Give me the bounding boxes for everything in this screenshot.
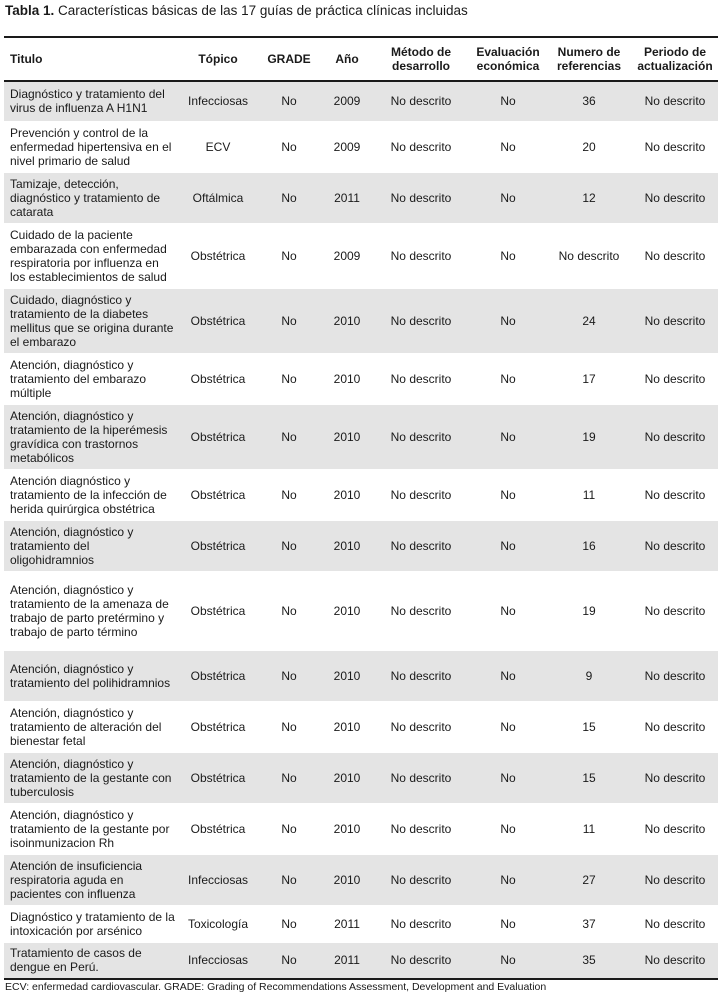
table-row bbox=[4, 353, 718, 404]
cell-metodo: No descrito bbox=[372, 905, 470, 942]
table-row bbox=[4, 121, 718, 172]
cell-periodo: No descrito bbox=[632, 650, 718, 701]
cell-topico: Obstétrica bbox=[180, 353, 256, 404]
cell-anio: 2010 bbox=[322, 650, 372, 701]
cell-titulo: Atención, diagnóstico y tratamiento del embarazo múltiple bbox=[4, 353, 180, 404]
cell-topico: Obstétrica bbox=[180, 223, 256, 288]
cell-grade: No bbox=[256, 172, 322, 223]
cell-grade: No bbox=[256, 701, 322, 752]
cell-periodo: No descrito bbox=[632, 223, 718, 288]
header-referencias: Numero de referencias bbox=[546, 37, 632, 81]
header-periodo: Periodo de actualización bbox=[632, 37, 718, 81]
table-row bbox=[4, 223, 718, 288]
cell-metodo: No descrito bbox=[372, 81, 470, 121]
cell-periodo: No descrito bbox=[632, 353, 718, 404]
cell-titulo: Tamizaje, detección, diagnóstico y tratamiento de catarata bbox=[4, 172, 180, 223]
cell-grade: No bbox=[256, 650, 322, 701]
cell-topico: Obstétrica bbox=[180, 520, 256, 571]
cell-anio: 2010 bbox=[322, 752, 372, 803]
cell-grade: No bbox=[256, 520, 322, 571]
cell-metodo: No descrito bbox=[372, 469, 470, 520]
table-row bbox=[4, 404, 718, 469]
table-row bbox=[4, 701, 718, 752]
cell-evaluacion: No bbox=[470, 288, 546, 353]
cell-periodo: No descrito bbox=[632, 905, 718, 942]
cell-periodo: No descrito bbox=[632, 404, 718, 469]
cell-periodo: No descrito bbox=[632, 942, 718, 979]
cell-grade: No bbox=[256, 469, 322, 520]
cell-periodo: No descrito bbox=[632, 854, 718, 905]
table-body bbox=[4, 81, 718, 979]
cell-anio: 2010 bbox=[322, 520, 372, 571]
cell-referencias: 11 bbox=[546, 803, 632, 854]
cell-topico: Obstétrica bbox=[180, 701, 256, 752]
cell-titulo: Atención, diagnóstico y tratamiento del oligohidramnios bbox=[4, 520, 180, 571]
cell-topico: Infecciosas bbox=[180, 81, 256, 121]
table-row bbox=[4, 288, 718, 353]
cell-anio: 2009 bbox=[322, 81, 372, 121]
cell-metodo: No descrito bbox=[372, 353, 470, 404]
cell-grade: No bbox=[256, 571, 322, 650]
cell-referencias: 17 bbox=[546, 353, 632, 404]
cell-metodo: No descrito bbox=[372, 803, 470, 854]
cell-referencias: 36 bbox=[546, 81, 632, 121]
cell-titulo: Atención de insuficiencia respiratoria aguda en pacientes con influenza bbox=[4, 854, 180, 905]
cell-topico: Oftálmica bbox=[180, 172, 256, 223]
cell-titulo: Atención diagnóstico y tratamiento de la infección de herida quirúrgica obstétrica bbox=[4, 469, 180, 520]
cell-grade: No bbox=[256, 803, 322, 854]
cell-grade: No bbox=[256, 905, 322, 942]
cell-evaluacion: No bbox=[470, 172, 546, 223]
cell-referencias: 11 bbox=[546, 469, 632, 520]
table-row bbox=[4, 942, 718, 979]
cell-evaluacion: No bbox=[470, 854, 546, 905]
cell-evaluacion: No bbox=[470, 803, 546, 854]
cell-topico: Obstétrica bbox=[180, 571, 256, 650]
cell-anio: 2010 bbox=[322, 854, 372, 905]
cell-anio: 2010 bbox=[322, 701, 372, 752]
cell-grade: No bbox=[256, 353, 322, 404]
cell-periodo: No descrito bbox=[632, 121, 718, 172]
cell-grade: No bbox=[256, 121, 322, 172]
guidelines-table bbox=[4, 36, 718, 980]
cell-topico: Toxicología bbox=[180, 905, 256, 942]
cell-periodo: No descrito bbox=[632, 520, 718, 571]
cell-metodo: No descrito bbox=[372, 223, 470, 288]
cell-topico: Obstétrica bbox=[180, 803, 256, 854]
cell-topico: Obstétrica bbox=[180, 469, 256, 520]
header-topico: Tópico bbox=[180, 37, 256, 81]
cell-referencias: 27 bbox=[546, 854, 632, 905]
table-row bbox=[4, 81, 718, 121]
table-row bbox=[4, 752, 718, 803]
cell-metodo: No descrito bbox=[372, 520, 470, 571]
cell-metodo: No descrito bbox=[372, 571, 470, 650]
cell-topico: Obstétrica bbox=[180, 404, 256, 469]
cell-evaluacion: No bbox=[470, 942, 546, 979]
cell-titulo: Cuidado, diagnóstico y tratamiento de la diabetes mellitus que se origina durante el embarazo bbox=[4, 288, 180, 353]
cell-evaluacion: No bbox=[470, 905, 546, 942]
cell-evaluacion: No bbox=[470, 353, 546, 404]
cell-titulo: Atención, diagnóstico y tratamiento de la amenaza de trabajo de parto pretérmino y trabajo de parto término bbox=[4, 571, 180, 650]
cell-grade: No bbox=[256, 854, 322, 905]
cell-metodo: No descrito bbox=[372, 752, 470, 803]
cell-anio: 2011 bbox=[322, 942, 372, 979]
cell-evaluacion: No bbox=[470, 520, 546, 571]
cell-periodo: No descrito bbox=[632, 81, 718, 121]
cell-evaluacion: No bbox=[470, 752, 546, 803]
table-row bbox=[4, 905, 718, 942]
cell-referencias: 20 bbox=[546, 121, 632, 172]
cell-anio: 2011 bbox=[322, 905, 372, 942]
cell-referencias: No descrito bbox=[546, 223, 632, 288]
cell-metodo: No descrito bbox=[372, 650, 470, 701]
cell-metodo: No descrito bbox=[372, 121, 470, 172]
cell-anio: 2010 bbox=[322, 803, 372, 854]
cell-titulo: Atención, diagnóstico y tratamiento de alteración del bienestar fetal bbox=[4, 701, 180, 752]
cell-titulo: Atención, diagnóstico y tratamiento de la gestante por isoinmunizacion Rh bbox=[4, 803, 180, 854]
cell-metodo: No descrito bbox=[372, 404, 470, 469]
cell-titulo: Tratamiento de casos de dengue en Perú. bbox=[4, 942, 180, 979]
header-titulo: Titulo bbox=[4, 37, 180, 81]
cell-referencias: 19 bbox=[546, 404, 632, 469]
cell-periodo: No descrito bbox=[632, 803, 718, 854]
cell-referencias: 15 bbox=[546, 701, 632, 752]
cell-evaluacion: No bbox=[470, 650, 546, 701]
cell-periodo: No descrito bbox=[632, 752, 718, 803]
cell-anio: 2010 bbox=[322, 288, 372, 353]
cell-topico: Obstétrica bbox=[180, 752, 256, 803]
table-row bbox=[4, 571, 718, 650]
cell-metodo: No descrito bbox=[372, 701, 470, 752]
cell-evaluacion: No bbox=[470, 571, 546, 650]
cell-anio: 2010 bbox=[322, 469, 372, 520]
cell-grade: No bbox=[256, 288, 322, 353]
table-row bbox=[4, 650, 718, 701]
cell-grade: No bbox=[256, 223, 322, 288]
cell-titulo: Prevención y control de la enfermedad hipertensiva en el nivel primario de salud bbox=[4, 121, 180, 172]
header-metodo: Método de desarrollo bbox=[372, 37, 470, 81]
table-caption bbox=[5, 3, 468, 19]
cell-referencias: 24 bbox=[546, 288, 632, 353]
table-row bbox=[4, 854, 718, 905]
header-row bbox=[4, 37, 718, 81]
cell-topico: ECV bbox=[180, 121, 256, 172]
cell-anio: 2010 bbox=[322, 404, 372, 469]
cell-titulo: Atención, diagnóstico y tratamiento del polihidramnios bbox=[4, 650, 180, 701]
header-evaluacion: Evaluación económica bbox=[470, 37, 546, 81]
cell-topico: Obstétrica bbox=[180, 288, 256, 353]
cell-referencias: 19 bbox=[546, 571, 632, 650]
cell-grade: No bbox=[256, 942, 322, 979]
cell-referencias: 12 bbox=[546, 172, 632, 223]
header-anio: Año bbox=[322, 37, 372, 81]
cell-anio: 2010 bbox=[322, 353, 372, 404]
cell-anio: 2010 bbox=[322, 571, 372, 650]
table-row bbox=[4, 803, 718, 854]
cell-metodo: No descrito bbox=[372, 854, 470, 905]
cell-anio: 2011 bbox=[322, 172, 372, 223]
cell-evaluacion: No bbox=[470, 404, 546, 469]
cell-metodo: No descrito bbox=[372, 942, 470, 979]
cell-referencias: 16 bbox=[546, 520, 632, 571]
cell-evaluacion: No bbox=[470, 81, 546, 121]
cell-topico: Obstétrica bbox=[180, 650, 256, 701]
cell-evaluacion: No bbox=[470, 121, 546, 172]
cell-anio: 2009 bbox=[322, 223, 372, 288]
caption-label: Tabla 1. bbox=[5, 3, 55, 18]
cell-periodo: No descrito bbox=[632, 701, 718, 752]
cell-metodo: No descrito bbox=[372, 172, 470, 223]
cell-topico: Infecciosas bbox=[180, 854, 256, 905]
cell-titulo: Atención, diagnóstico y tratamiento de la hiperémesis gravídica con trastornos metabólicos bbox=[4, 404, 180, 469]
cell-topico: Infecciosas bbox=[180, 942, 256, 979]
cell-titulo: Diagnóstico y tratamiento del virus de influenza A H1N1 bbox=[4, 81, 180, 121]
cell-metodo: No descrito bbox=[372, 288, 470, 353]
cell-evaluacion: No bbox=[470, 469, 546, 520]
cell-grade: No bbox=[256, 404, 322, 469]
cell-titulo: Atención, diagnóstico y tratamiento de la gestante con tuberculosis bbox=[4, 752, 180, 803]
caption-text: Características básicas de las 17 guías de práctica clínicas incluidas bbox=[54, 3, 468, 18]
cell-referencias: 9 bbox=[546, 650, 632, 701]
cell-titulo: Diagnóstico y tratamiento de la intoxicación por arsénico bbox=[4, 905, 180, 942]
cell-evaluacion: No bbox=[470, 223, 546, 288]
cell-referencias: 15 bbox=[546, 752, 632, 803]
cell-referencias: 35 bbox=[546, 942, 632, 979]
table-row bbox=[4, 469, 718, 520]
cell-periodo: No descrito bbox=[632, 571, 718, 650]
table-row bbox=[4, 520, 718, 571]
table-row bbox=[4, 172, 718, 223]
cell-evaluacion: No bbox=[470, 701, 546, 752]
cell-titulo: Cuidado de la paciente embarazada con enfermedad respiratoria por influenza en los establecimientos de salud bbox=[4, 223, 180, 288]
cell-periodo: No descrito bbox=[632, 288, 718, 353]
cell-grade: No bbox=[256, 81, 322, 121]
cell-referencias: 37 bbox=[546, 905, 632, 942]
cell-grade: No bbox=[256, 752, 322, 803]
cell-periodo: No descrito bbox=[632, 172, 718, 223]
cell-anio: 2009 bbox=[322, 121, 372, 172]
cell-periodo: No descrito bbox=[632, 469, 718, 520]
footnote: ECV: enfermedad cardiovascular. GRADE: Grading of Recommendations Assessment, Development and Evaluation bbox=[5, 981, 547, 993]
header-grade: GRADE bbox=[256, 37, 322, 81]
